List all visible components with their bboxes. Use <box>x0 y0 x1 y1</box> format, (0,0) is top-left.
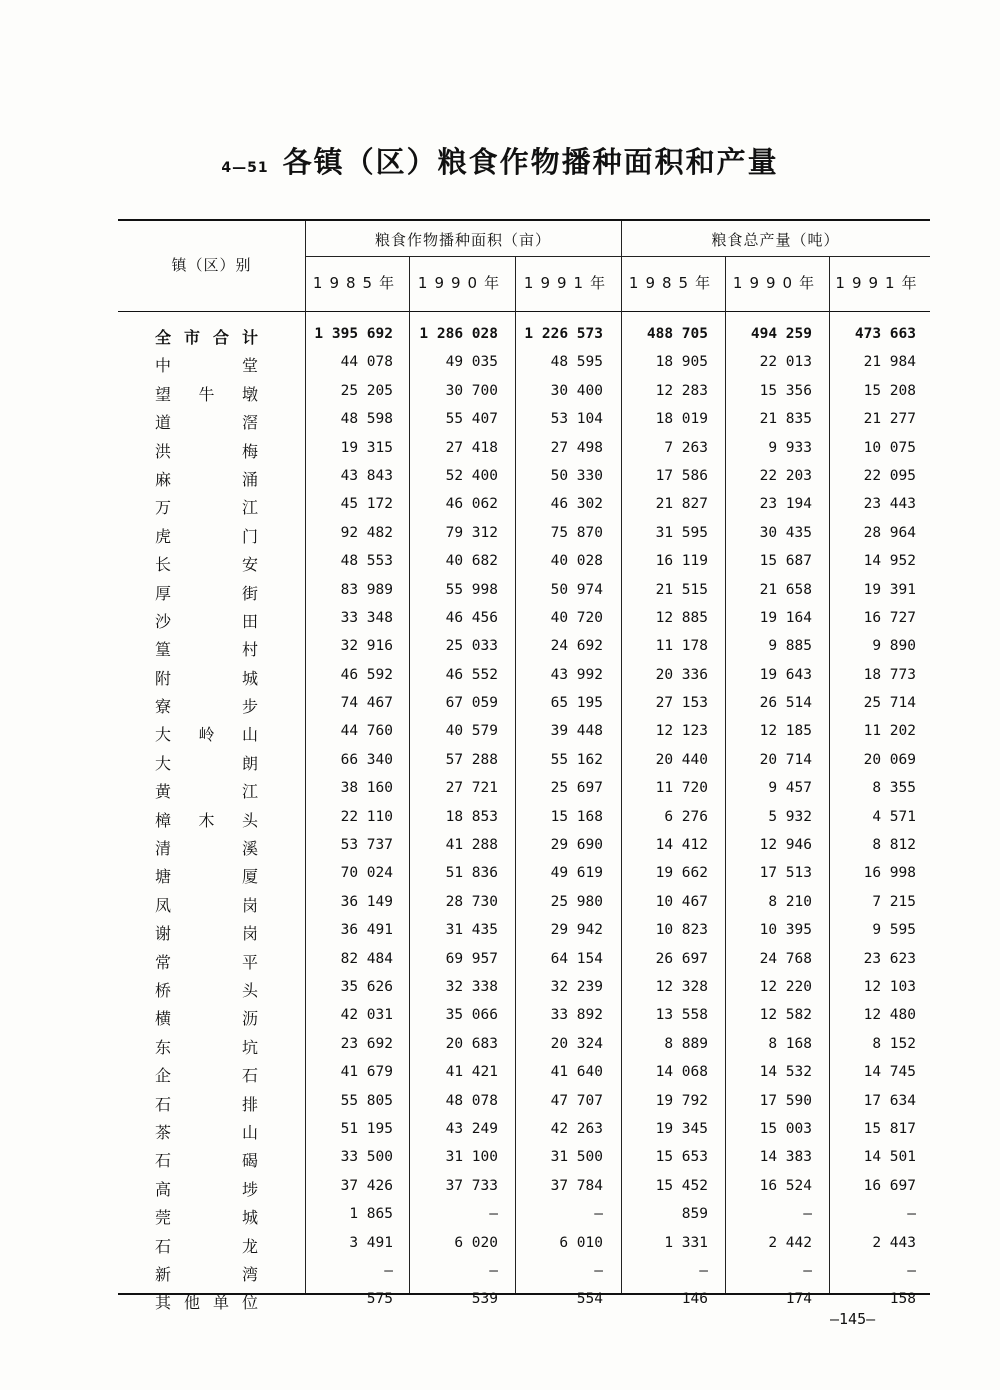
table-cell: 49 619 <box>550 865 603 882</box>
table-cell: 48 595 <box>550 354 603 371</box>
table-row <box>0 1060 1000 1088</box>
table-cell: 1 226 573 <box>524 326 603 342</box>
town-name: 大 朗 <box>155 753 258 773</box>
year-header: 1985年 <box>628 274 718 292</box>
table-cell: 174 <box>785 1291 812 1308</box>
table-cell: 17 586 <box>655 467 708 484</box>
group-header-area: 粮食作物播种面积（亩） <box>374 231 551 249</box>
table-cell: 42 263 <box>550 1120 603 1137</box>
town-name: 厚 街 <box>155 583 258 603</box>
table-cell: 16 697 <box>863 1177 916 1194</box>
table-row <box>0 1089 1000 1117</box>
table-cell: 9 457 <box>768 780 812 797</box>
table-cell: 32 338 <box>445 978 498 995</box>
table-body <box>0 322 1000 1316</box>
table-row <box>0 1032 1000 1060</box>
table-cell: 30 400 <box>550 382 603 399</box>
table-cell: 17 513 <box>759 865 812 882</box>
table-cell: 35 626 <box>340 978 393 995</box>
header-rule <box>118 311 930 312</box>
town-name: 寮 步 <box>155 697 258 717</box>
table-cell: 5 932 <box>768 808 812 825</box>
table-cell: 49 035 <box>445 354 498 371</box>
table-cell: 19 315 <box>340 439 393 456</box>
table-row <box>0 805 1000 833</box>
town-name: 黄 江 <box>155 782 258 802</box>
table-cell: 18 773 <box>863 666 916 683</box>
table-cell: 10 823 <box>655 922 708 939</box>
table-cell: 33 500 <box>340 1149 393 1166</box>
table-row <box>0 1003 1000 1031</box>
table-cell: 40 720 <box>550 609 603 626</box>
table-cell: 14 501 <box>863 1149 916 1166</box>
table-cell: 20 336 <box>655 666 708 683</box>
table-cell: 82 484 <box>340 950 393 967</box>
top-rule <box>118 219 930 221</box>
table-cell: 79 312 <box>445 524 498 541</box>
table-cell: 1 395 692 <box>314 326 393 342</box>
table-cell: 32 239 <box>550 978 603 995</box>
page-number: —145— <box>830 1310 876 1328</box>
table-cell: 92 482 <box>340 524 393 541</box>
table-cell: — <box>489 1206 498 1223</box>
table-cell: 23 443 <box>863 496 916 513</box>
table-cell: 6 276 <box>664 808 708 825</box>
table-cell: — <box>803 1262 812 1279</box>
table-cell: 15 653 <box>655 1149 708 1166</box>
town-name: 石 排 <box>155 1094 258 1114</box>
table-cell: 40 028 <box>550 553 603 570</box>
table-cell: 8 152 <box>872 1035 916 1052</box>
table-row <box>0 719 1000 747</box>
table-cell: 46 552 <box>445 666 498 683</box>
table-cell: 67 059 <box>445 695 498 712</box>
table-row <box>0 549 1000 577</box>
table-cell: 20 069 <box>863 751 916 768</box>
table-cell: 36 149 <box>340 893 393 910</box>
table-cell: 50 330 <box>550 467 603 484</box>
table-cell: 45 172 <box>340 496 393 513</box>
town-name: 望 牛 墩 <box>155 384 258 404</box>
table-cell: 46 062 <box>445 496 498 513</box>
table-cell: 24 692 <box>550 638 603 655</box>
town-name: 虎 门 <box>155 526 258 546</box>
table-cell: 23 623 <box>863 950 916 967</box>
town-name: 麻 涌 <box>155 469 258 489</box>
table-row <box>0 634 1000 662</box>
table-cell: 494 259 <box>750 326 812 342</box>
table-cell: 7 215 <box>872 893 916 910</box>
town-name: 万 江 <box>155 498 258 518</box>
table-cell: 18 853 <box>445 808 498 825</box>
table-cell: 24 768 <box>759 950 812 967</box>
table-cell: 35 066 <box>445 1007 498 1024</box>
table-row <box>0 1174 1000 1202</box>
table-cell: 46 592 <box>340 666 393 683</box>
table-cell: 158 <box>889 1291 916 1308</box>
table-cell: 1 331 <box>664 1234 708 1251</box>
table-cell: 1 865 <box>349 1206 393 1223</box>
table-cell: 47 707 <box>550 1092 603 1109</box>
table-cell: 19 345 <box>655 1120 708 1137</box>
table-row <box>0 748 1000 776</box>
town-name: 中 堂 <box>155 356 258 376</box>
table-cell: 19 662 <box>655 865 708 882</box>
table-cell: 23 692 <box>340 1035 393 1052</box>
table-cell: 9 933 <box>768 439 812 456</box>
table-cell: 32 916 <box>340 638 393 655</box>
table-row <box>0 975 1000 1003</box>
town-name: 塘 厦 <box>155 867 258 887</box>
table-cell: 8 889 <box>664 1035 708 1052</box>
table-cell: 22 013 <box>759 354 812 371</box>
table-cell: 44 760 <box>340 723 393 740</box>
table-row <box>0 663 1000 691</box>
table-cell: 2 442 <box>768 1234 812 1251</box>
table-cell: 55 998 <box>445 581 498 598</box>
table-cell: 30 700 <box>445 382 498 399</box>
table-cell: 37 733 <box>445 1177 498 1194</box>
table-cell: 20 324 <box>550 1035 603 1052</box>
table-cell: 4 571 <box>872 808 916 825</box>
table-cell: 31 595 <box>655 524 708 541</box>
table-cell: 10 075 <box>863 439 916 456</box>
table-cell: 20 440 <box>655 751 708 768</box>
table-cell: 65 195 <box>550 695 603 712</box>
table-cell: 15 452 <box>655 1177 708 1194</box>
table-cell: 28 964 <box>863 524 916 541</box>
table-cell: 43 249 <box>445 1120 498 1137</box>
table-cell: 473 663 <box>854 326 916 342</box>
table-row <box>0 1145 1000 1173</box>
table-cell: 8 812 <box>872 837 916 854</box>
table-row <box>0 322 1000 350</box>
table-cell: 15 817 <box>863 1120 916 1137</box>
town-name: 清 溪 <box>155 839 258 859</box>
table-cell: 70 024 <box>340 865 393 882</box>
table-row <box>0 379 1000 407</box>
table-cell: — <box>803 1206 812 1223</box>
table-cell: 31 435 <box>445 922 498 939</box>
year-header: 1991年 <box>523 274 613 292</box>
table-cell: 25 697 <box>550 780 603 797</box>
year-header: 1985年 <box>312 274 402 292</box>
table-cell: 74 467 <box>340 695 393 712</box>
table-cell: 27 498 <box>550 439 603 456</box>
group-header-output: 粮食总产量（吨） <box>711 231 840 249</box>
table-cell: 43 843 <box>340 467 393 484</box>
table-cell: 16 524 <box>759 1177 812 1194</box>
town-name: 桥 头 <box>155 980 258 1000</box>
town-name: 沙 田 <box>155 611 258 631</box>
table-cell: 75 870 <box>550 524 603 541</box>
table-cell: 31 500 <box>550 1149 603 1166</box>
table-cell: 40 579 <box>445 723 498 740</box>
table-cell: 12 283 <box>655 382 708 399</box>
table-row <box>0 606 1000 634</box>
table-cell: 7 263 <box>664 439 708 456</box>
table-cell: 46 456 <box>445 609 498 626</box>
table-cell: — <box>699 1262 708 1279</box>
table-row <box>0 947 1000 975</box>
table-cell: 25 033 <box>445 638 498 655</box>
table-cell: 53 737 <box>340 837 393 854</box>
table-cell: 48 078 <box>445 1092 498 1109</box>
town-name: 石 龙 <box>155 1236 258 1256</box>
town-name: 凤 岗 <box>155 895 258 915</box>
table-cell: 27 418 <box>445 439 498 456</box>
table-cell: — <box>384 1262 393 1279</box>
table-cell: 8 355 <box>872 780 916 797</box>
table-cell: 12 185 <box>759 723 812 740</box>
table-cell: 19 164 <box>759 609 812 626</box>
table-cell: 12 582 <box>759 1007 812 1024</box>
table-cell: 539 <box>471 1291 498 1308</box>
table-cell: 15 003 <box>759 1120 812 1137</box>
table-cell: 1 286 028 <box>419 326 498 342</box>
table-row <box>0 861 1000 889</box>
table-cell: 14 412 <box>655 837 708 854</box>
table-cell: 30 435 <box>759 524 812 541</box>
town-name: 常 平 <box>155 952 258 972</box>
table-cell: 17 634 <box>863 1092 916 1109</box>
table-cell: — <box>907 1262 916 1279</box>
table-cell: 21 835 <box>759 411 812 428</box>
table-cell: 33 892 <box>550 1007 603 1024</box>
table-cell: 55 805 <box>340 1092 393 1109</box>
table-cell: 53 104 <box>550 411 603 428</box>
table-cell: 29 690 <box>550 837 603 854</box>
table-cell: 66 340 <box>340 751 393 768</box>
table-cell: 20 714 <box>759 751 812 768</box>
table-cell: 15 208 <box>863 382 916 399</box>
town-name: 石 碣 <box>155 1151 258 1171</box>
table-cell: 33 348 <box>340 609 393 626</box>
town-name: 谢 岗 <box>155 924 258 944</box>
town-name: 大 岭 山 <box>155 725 258 745</box>
table-cell: 20 683 <box>445 1035 498 1052</box>
table-cell: 12 328 <box>655 978 708 995</box>
table-cell: 554 <box>576 1291 603 1308</box>
table-cell: 14 068 <box>655 1064 708 1081</box>
table-row <box>0 1259 1000 1287</box>
table-cell: 15 687 <box>759 553 812 570</box>
table-cell: 52 400 <box>445 467 498 484</box>
table-cell: 29 942 <box>550 922 603 939</box>
table-cell: 12 480 <box>863 1007 916 1024</box>
table-cell: 69 957 <box>445 950 498 967</box>
table-cell: 42 031 <box>340 1007 393 1024</box>
table-cell: 51 836 <box>445 865 498 882</box>
table-row <box>0 776 1000 804</box>
table-cell: 12 220 <box>759 978 812 995</box>
table-cell: 48 553 <box>340 553 393 570</box>
table-cell: 19 643 <box>759 666 812 683</box>
table-cell: 26 697 <box>655 950 708 967</box>
table-cell: 11 202 <box>863 723 916 740</box>
table-cell: 55 162 <box>550 751 603 768</box>
town-name: 莞 城 <box>155 1208 258 1228</box>
table-cell: 41 288 <box>445 837 498 854</box>
group-header-rule <box>305 256 930 257</box>
year-header: 1990年 <box>417 274 507 292</box>
town-name: 东 坑 <box>155 1037 258 1057</box>
table-title <box>0 140 1000 181</box>
table-cell: 9 595 <box>872 922 916 939</box>
table-row <box>0 691 1000 719</box>
table-cell: 18 905 <box>655 354 708 371</box>
table-cell: 6 020 <box>454 1234 498 1251</box>
table-cell: 57 288 <box>445 751 498 768</box>
table-cell: 25 205 <box>340 382 393 399</box>
table-row <box>0 918 1000 946</box>
table-cell: 44 078 <box>340 354 393 371</box>
town-name: 樟 木 头 <box>155 810 258 830</box>
town-name: 道 滘 <box>155 413 258 433</box>
town-name: 茶 山 <box>155 1122 258 1142</box>
table-row <box>0 350 1000 378</box>
table-cell: 50 974 <box>550 581 603 598</box>
table-cell: 48 598 <box>340 411 393 428</box>
table-cell: 25 714 <box>863 695 916 712</box>
table-cell: 10 395 <box>759 922 812 939</box>
table-cell: 38 160 <box>340 780 393 797</box>
table-cell: 15 356 <box>759 382 812 399</box>
table-cell: 28 730 <box>445 893 498 910</box>
table-row <box>0 492 1000 520</box>
town-name: 洪 梅 <box>155 441 258 461</box>
table-cell: 14 745 <box>863 1064 916 1081</box>
table-row <box>0 833 1000 861</box>
table-cell: 40 682 <box>445 553 498 570</box>
town-name: 新 湾 <box>155 1264 258 1284</box>
table-cell: 15 168 <box>550 808 603 825</box>
town-name: 企 石 <box>155 1066 258 1086</box>
table-cell: 55 407 <box>445 411 498 428</box>
table-cell: — <box>907 1206 916 1223</box>
table-cell: 46 302 <box>550 496 603 513</box>
town-name: 高 埗 <box>155 1179 258 1199</box>
table-cell: 18 019 <box>655 411 708 428</box>
table-cell: 26 514 <box>759 695 812 712</box>
table-cell: 43 992 <box>550 666 603 683</box>
table-cell: — <box>489 1262 498 1279</box>
table-cell: 9 890 <box>872 638 916 655</box>
table-cell: 9 885 <box>768 638 812 655</box>
table-cell: 25 980 <box>550 893 603 910</box>
table-cell: 21 984 <box>863 354 916 371</box>
table-cell: 37 426 <box>340 1177 393 1194</box>
table-cell: 10 467 <box>655 893 708 910</box>
town-name: 横 沥 <box>155 1009 258 1029</box>
table-cell: 11 720 <box>655 780 708 797</box>
table-cell: 41 421 <box>445 1064 498 1081</box>
table-cell: 16 998 <box>863 865 916 882</box>
table-cell: 8 210 <box>768 893 812 910</box>
table-cell: 13 558 <box>655 1007 708 1024</box>
town-name: 附 城 <box>155 668 258 688</box>
town-name: 篁 村 <box>155 640 258 660</box>
table-row <box>0 464 1000 492</box>
table-cell: 575 <box>366 1291 393 1308</box>
table-row <box>0 436 1000 464</box>
table-cell: 12 103 <box>863 978 916 995</box>
row-label-header: 镇（区）别 <box>171 256 252 274</box>
table-row <box>0 407 1000 435</box>
table-cell: 17 590 <box>759 1092 812 1109</box>
table-cell: 36 491 <box>340 922 393 939</box>
table-cell: 27 153 <box>655 695 708 712</box>
table-cell: 83 989 <box>340 581 393 598</box>
table-cell: 8 168 <box>768 1035 812 1052</box>
table-cell: 146 <box>681 1291 708 1308</box>
table-row <box>0 1202 1000 1230</box>
table-cell: 27 721 <box>445 780 498 797</box>
table-cell: 14 952 <box>863 553 916 570</box>
year-header: 1991年 <box>835 274 924 292</box>
town-name: 长 安 <box>155 555 258 575</box>
table-cell: 19 391 <box>863 581 916 598</box>
town-name: 全 市 合 计 <box>155 328 258 347</box>
year-header: 1990年 <box>732 274 822 292</box>
table-cell: 21 658 <box>759 581 812 598</box>
table-cell: 12 123 <box>655 723 708 740</box>
table-cell: 16 727 <box>863 609 916 626</box>
table-row <box>0 578 1000 606</box>
table-title-text: 各镇（区）粮食作物播种面积和产量 <box>282 145 779 179</box>
table-cell: 23 194 <box>759 496 812 513</box>
table-cell: — <box>594 1206 603 1223</box>
table-cell: 14 383 <box>759 1149 812 1166</box>
table-cell: 31 100 <box>445 1149 498 1166</box>
table-row <box>0 890 1000 918</box>
table-code: 4—51 <box>221 160 269 176</box>
table-cell: 3 491 <box>349 1234 393 1251</box>
table-cell: 22 203 <box>759 467 812 484</box>
table-cell: 41 640 <box>550 1064 603 1081</box>
table-cell: 37 784 <box>550 1177 603 1194</box>
table-row <box>0 1231 1000 1259</box>
table-cell: 21 515 <box>655 581 708 598</box>
table-cell: 22 095 <box>863 467 916 484</box>
table-cell: 859 <box>681 1206 708 1223</box>
table-cell: 21 827 <box>655 496 708 513</box>
table-cell: 19 792 <box>655 1092 708 1109</box>
table-cell: 12 946 <box>759 837 812 854</box>
table-cell: 22 110 <box>340 808 393 825</box>
table-row <box>0 1117 1000 1145</box>
table-cell: — <box>594 1262 603 1279</box>
table-cell: 488 705 <box>646 326 708 342</box>
table-cell: 12 885 <box>655 609 708 626</box>
table-cell: 16 119 <box>655 553 708 570</box>
table-cell: 41 679 <box>340 1064 393 1081</box>
town-name: 其 他 单 位 <box>155 1293 258 1313</box>
table-cell: 2 443 <box>872 1234 916 1251</box>
table-cell: 6 010 <box>559 1234 603 1251</box>
table-row <box>0 521 1000 549</box>
table-cell: 14 532 <box>759 1064 812 1081</box>
table-cell: 51 195 <box>340 1120 393 1137</box>
table-cell: 11 178 <box>655 638 708 655</box>
table-cell: 21 277 <box>863 411 916 428</box>
table-cell: 64 154 <box>550 950 603 967</box>
table-cell: 39 448 <box>550 723 603 740</box>
